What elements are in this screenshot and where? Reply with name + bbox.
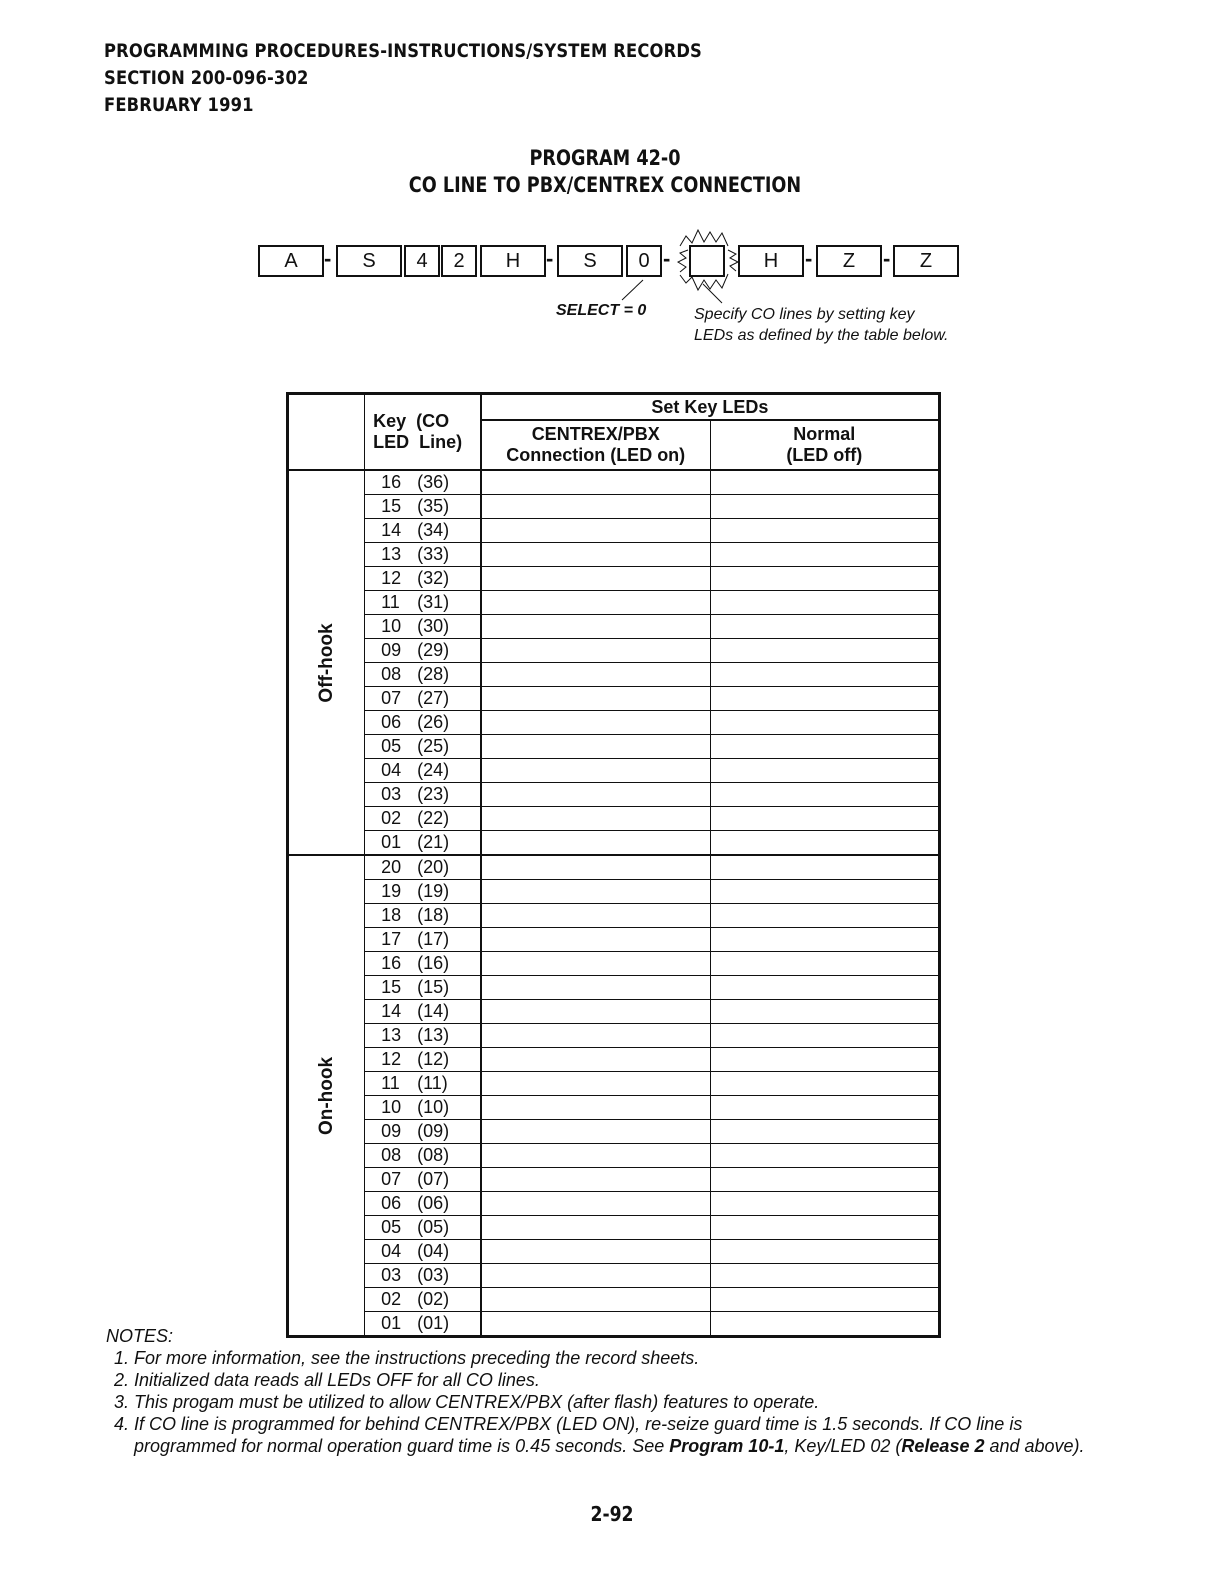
key-led-cell xyxy=(365,952,481,976)
key-led-number: 11 xyxy=(381,1073,400,1093)
centrex-entry-cell[interactable] xyxy=(481,1072,710,1096)
table-row xyxy=(288,495,940,519)
normal-header-line-2: (LED off) xyxy=(786,445,863,465)
centrex-entry-cell[interactable] xyxy=(481,928,710,952)
key-led-number: 15 xyxy=(381,496,402,516)
key-led-number: 20 xyxy=(381,857,402,877)
key-led-number: 08 xyxy=(381,664,402,684)
co-line-number: (05) xyxy=(417,1217,450,1237)
key-led-number: 05 xyxy=(381,736,402,756)
key-led-cell xyxy=(365,1288,481,1312)
header-line-3: FEBRUARY 1991 xyxy=(104,94,254,116)
table-row xyxy=(288,567,940,591)
key-led-number: 13 xyxy=(381,544,402,564)
key-led-cell xyxy=(365,1144,481,1168)
co-line-number: (13) xyxy=(417,1025,450,1045)
centrex-entry-cell[interactable] xyxy=(481,1288,710,1312)
key-led-cell xyxy=(365,591,481,615)
key-led-number: 01 xyxy=(381,832,402,852)
normal-entry-cell[interactable] xyxy=(710,976,939,1000)
key-led-cell xyxy=(365,543,481,567)
key-led-cell xyxy=(365,904,481,928)
co-line-number: (12) xyxy=(417,1049,450,1069)
centrex-entry-cell[interactable] xyxy=(481,1096,710,1120)
note-item xyxy=(134,1413,1106,1457)
co-line-number: (02) xyxy=(417,1289,450,1309)
key-led-number: 02 xyxy=(381,1289,402,1309)
normal-entry-cell[interactable] xyxy=(710,855,939,880)
key-led-number: 16 xyxy=(381,472,402,492)
key-led-cell xyxy=(365,663,481,687)
co-line-number: (36) xyxy=(417,472,450,492)
note-4-release-ref: Release 2 xyxy=(901,1436,985,1456)
note-item: 2. Initialized data reads all LEDs OFF for all CO lines. xyxy=(134,1369,1106,1391)
centrex-entry-cell[interactable] xyxy=(481,687,710,711)
key-led-number: 04 xyxy=(381,1241,402,1261)
co-line-number: (11) xyxy=(417,1073,448,1093)
normal-entry-cell[interactable] xyxy=(710,1288,939,1312)
centrex-entry-cell[interactable] xyxy=(481,880,710,904)
table-row xyxy=(288,1072,940,1096)
co-line-number: (22) xyxy=(417,808,450,828)
co-line-number: (03) xyxy=(417,1265,450,1285)
key-led-cell xyxy=(365,519,481,543)
key-led-cell xyxy=(365,495,481,519)
table-row xyxy=(288,519,940,543)
select-annotation: SELECT = 0 xyxy=(556,302,647,319)
key-led-cell xyxy=(365,567,481,591)
note-4-text-2: , Key/LED 02 ( xyxy=(784,1436,902,1456)
key-led-cell xyxy=(365,976,481,1000)
key-led-cell xyxy=(365,711,481,735)
co-line-number: (20) xyxy=(417,857,450,877)
normal-entry-cell[interactable] xyxy=(710,759,939,783)
co-line-number: (32) xyxy=(417,568,450,588)
normal-entry-cell[interactable] xyxy=(710,928,939,952)
header-line-1: PROGRAMMING PROCEDURES-INSTRUCTIONS/SYSTEM RECORDS xyxy=(104,40,703,62)
led-record-table xyxy=(286,392,941,1338)
key-led-number: 08 xyxy=(381,1145,402,1165)
normal-entry-cell[interactable] xyxy=(710,831,939,856)
seq-box-1: A xyxy=(258,245,324,277)
normal-entry-cell[interactable] xyxy=(710,1096,939,1120)
co-line-number: (34) xyxy=(417,520,450,540)
centrex-entry-cell[interactable] xyxy=(481,1216,710,1240)
seq-box-4: 2 xyxy=(441,245,477,277)
key-led-cell xyxy=(365,470,481,495)
co-line-number: (04) xyxy=(417,1241,450,1261)
centrex-entry-cell[interactable] xyxy=(481,1048,710,1072)
key-led-cell xyxy=(365,1216,481,1240)
normal-entry-cell[interactable] xyxy=(710,519,939,543)
co-line-number: (25) xyxy=(417,736,450,756)
table-row xyxy=(288,663,940,687)
key-led-number: 04 xyxy=(381,760,402,780)
key-led-cell xyxy=(365,1024,481,1048)
offhook-section xyxy=(288,470,940,855)
table-row xyxy=(288,615,940,639)
table-row xyxy=(288,1024,940,1048)
centrex-entry-cell[interactable] xyxy=(481,952,710,976)
key-led-number: 09 xyxy=(381,640,402,660)
centrex-entry-cell[interactable] xyxy=(481,567,710,591)
centrex-entry-cell[interactable] xyxy=(481,735,710,759)
table-row xyxy=(288,928,940,952)
header-line-2: SECTION 200-096-302 xyxy=(104,67,309,89)
table-row xyxy=(288,831,940,856)
key-led-cell xyxy=(365,759,481,783)
co-line-number: (14) xyxy=(417,1001,450,1021)
notes-heading: NOTES: xyxy=(106,1326,174,1346)
co-line-number: (27) xyxy=(417,688,450,708)
key-led-header xyxy=(365,394,481,471)
key-led-cell xyxy=(365,1168,481,1192)
table-row xyxy=(288,855,940,880)
offhook-group-label: Off-hook xyxy=(315,622,337,703)
table-row xyxy=(288,1216,940,1240)
notes xyxy=(106,1325,1106,1457)
key-led-cell xyxy=(365,783,481,807)
table-row xyxy=(288,880,940,904)
table-row xyxy=(288,759,940,783)
set-key-leds-header: Set Key LEDs xyxy=(481,394,940,421)
note-4-text-3: and above). xyxy=(984,1436,1085,1456)
co-line-number: (21) xyxy=(417,832,450,852)
centrex-entry-cell[interactable] xyxy=(481,807,710,831)
co-line-number: (35) xyxy=(417,496,450,516)
note-item: 3. This progam must be utilized to allow CENTREX/PBX (after flash) features to operate. xyxy=(134,1391,1106,1413)
table-row xyxy=(288,470,940,495)
select-pointer-line xyxy=(622,280,643,300)
centrex-entry-cell[interactable] xyxy=(481,543,710,567)
centrex-entry-cell[interactable] xyxy=(481,591,710,615)
co-line-number: (06) xyxy=(417,1193,450,1213)
normal-entry-cell[interactable] xyxy=(710,1144,939,1168)
centrex-entry-cell[interactable] xyxy=(481,615,710,639)
key-led-number: 18 xyxy=(381,905,402,925)
normal-entry-cell[interactable] xyxy=(710,952,939,976)
table-row xyxy=(288,591,940,615)
centrex-entry-cell[interactable] xyxy=(481,470,710,495)
key-led-cell xyxy=(365,1048,481,1072)
starburst-icon xyxy=(678,230,738,290)
key-led-cell xyxy=(365,735,481,759)
centrex-entry-cell[interactable] xyxy=(481,1168,710,1192)
centrex-header-line-2: Connection (LED on) xyxy=(506,445,686,465)
key-led-number: 01 xyxy=(381,1313,402,1333)
seq-box-7: 0 xyxy=(626,245,662,277)
centrex-entry-cell[interactable] xyxy=(481,495,710,519)
co-line-number: (28) xyxy=(417,664,450,684)
table-row xyxy=(288,1240,940,1264)
key-header-line-1: Key (CO xyxy=(373,411,450,431)
key-led-cell xyxy=(365,855,481,880)
centrex-entry-cell[interactable] xyxy=(481,976,710,1000)
key-led-cell xyxy=(365,687,481,711)
table-row xyxy=(288,735,940,759)
normal-entry-cell[interactable] xyxy=(710,591,939,615)
table-row xyxy=(288,1096,940,1120)
centrex-header-line-1: CENTREX/PBX xyxy=(531,424,660,444)
table-row xyxy=(288,952,940,976)
key-led-cell xyxy=(365,1072,481,1096)
onhook-section xyxy=(288,855,940,1337)
key-led-number: 11 xyxy=(381,592,400,612)
key-led-cell xyxy=(365,639,481,663)
normal-entry-cell[interactable] xyxy=(710,1192,939,1216)
normal-entry-cell[interactable] xyxy=(710,543,939,567)
co-line-number: (17) xyxy=(417,929,450,949)
co-line-number: (16) xyxy=(417,953,450,973)
centrex-entry-cell[interactable] xyxy=(481,639,710,663)
co-line-number: (08) xyxy=(417,1145,450,1165)
co-line-number: (09) xyxy=(417,1121,450,1141)
key-led-cell xyxy=(365,880,481,904)
table-row xyxy=(288,711,940,735)
key-led-number: 17 xyxy=(381,929,402,949)
seq-dash: - xyxy=(324,246,332,271)
table-row xyxy=(288,1048,940,1072)
seq-dash: - xyxy=(663,246,671,271)
group-header-cell xyxy=(288,394,365,471)
page-number: 2-92 xyxy=(590,1502,634,1526)
key-led-number: 06 xyxy=(381,712,402,732)
seq-box-3: 4 xyxy=(404,245,440,277)
normal-entry-cell[interactable] xyxy=(710,1024,939,1048)
centrex-entry-cell[interactable] xyxy=(481,1192,710,1216)
normal-entry-cell[interactable] xyxy=(710,639,939,663)
table-row xyxy=(288,1168,940,1192)
note-item: 1. For more information, see the instructions preceding the record sheets. xyxy=(134,1347,1106,1369)
notes-list xyxy=(106,1347,1106,1457)
centrex-entry-cell[interactable] xyxy=(481,1120,710,1144)
centrex-entry-cell[interactable] xyxy=(481,783,710,807)
key-led-number: 15 xyxy=(381,977,402,997)
specify-annotation: Specify CO lines by setting key LEDs as defined by the table below. xyxy=(694,306,949,344)
key-led-cell xyxy=(365,928,481,952)
onhook-group-label: On-hook xyxy=(315,1056,337,1135)
sequence-pointer-graphics xyxy=(0,0,1224,400)
specify-pointer-line xyxy=(703,284,722,303)
key-led-cell xyxy=(365,1192,481,1216)
centrex-entry-cell[interactable] xyxy=(481,1000,710,1024)
normal-entry-cell[interactable] xyxy=(710,880,939,904)
table-row xyxy=(288,1264,940,1288)
normal-entry-cell[interactable] xyxy=(710,735,939,759)
key-led-cell xyxy=(365,1240,481,1264)
co-line-number: (30) xyxy=(417,616,450,636)
key-led-number: 12 xyxy=(381,568,402,588)
seq-box-5: H xyxy=(480,245,546,277)
key-led-number: 07 xyxy=(381,1169,402,1189)
note-4-text: If CO line is programmed for behind CENTREX/PBX (LED ON), re-seize guard time is 1.5 seconds. If CO line is programmed for normal operation guard time is 0.45 seconds. See xyxy=(134,1414,1023,1456)
centrex-entry-cell[interactable] xyxy=(481,831,710,856)
key-led-number: 12 xyxy=(381,1049,402,1069)
normal-entry-cell[interactable] xyxy=(710,1120,939,1144)
normal-entry-cell[interactable] xyxy=(710,663,939,687)
key-led-number: 19 xyxy=(381,881,402,901)
seq-box-8: H xyxy=(738,245,804,277)
normal-entry-cell[interactable] xyxy=(710,1240,939,1264)
title-line-2: CO LINE TO PBX/CENTREX CONNECTION xyxy=(408,173,802,197)
co-line-number: (26) xyxy=(417,712,450,732)
table-row xyxy=(288,543,940,567)
centrex-column-header xyxy=(481,420,710,470)
key-header-line-2: LED Line) xyxy=(373,432,463,452)
normal-entry-cell[interactable] xyxy=(710,1216,939,1240)
centrex-entry-cell[interactable] xyxy=(481,1024,710,1048)
key-led-cell xyxy=(365,1000,481,1024)
key-led-number: 10 xyxy=(381,616,402,636)
key-led-number: 03 xyxy=(381,784,402,804)
key-led-cell xyxy=(365,831,481,856)
offhook-group-cell xyxy=(288,470,365,855)
normal-entry-cell[interactable] xyxy=(710,495,939,519)
table-row xyxy=(288,1144,940,1168)
table-row xyxy=(288,687,940,711)
key-led-cell xyxy=(365,1096,481,1120)
table-row xyxy=(288,976,940,1000)
seq-box-9: Z xyxy=(816,245,882,277)
key-led-number: 09 xyxy=(381,1121,402,1141)
normal-entry-cell[interactable] xyxy=(710,470,939,495)
table-row xyxy=(288,1288,940,1312)
normal-entry-cell[interactable] xyxy=(710,1072,939,1096)
centrex-entry-cell[interactable] xyxy=(481,663,710,687)
key-led-number: 13 xyxy=(381,1025,402,1045)
key-led-number: 10 xyxy=(381,1097,402,1117)
centrex-entry-cell[interactable] xyxy=(481,1144,710,1168)
co-line-number: (29) xyxy=(417,640,450,660)
centrex-entry-cell[interactable] xyxy=(481,855,710,880)
key-led-number: 16 xyxy=(381,953,402,973)
centrex-entry-cell[interactable] xyxy=(481,1240,710,1264)
co-line-number: (23) xyxy=(417,784,450,804)
seq-box-6: S xyxy=(557,245,623,277)
seq-box-2: S xyxy=(336,245,402,277)
normal-entry-cell[interactable] xyxy=(710,615,939,639)
key-led-cell xyxy=(365,615,481,639)
seq-dash: - xyxy=(805,246,813,271)
table-row xyxy=(288,639,940,663)
key-led-cell xyxy=(365,807,481,831)
normal-entry-cell[interactable] xyxy=(710,1264,939,1288)
seq-dash: - xyxy=(546,246,554,271)
co-line-number: (18) xyxy=(417,905,450,925)
centrex-entry-cell[interactable] xyxy=(481,904,710,928)
note-4-program-ref: Program 10-1 xyxy=(669,1436,785,1456)
table-row xyxy=(288,1000,940,1024)
co-line-number: (31) xyxy=(417,592,450,612)
normal-entry-cell[interactable] xyxy=(710,904,939,928)
key-led-number: 03 xyxy=(381,1265,402,1285)
normal-entry-cell[interactable] xyxy=(710,1048,939,1072)
normal-entry-cell[interactable] xyxy=(710,711,939,735)
key-led-number: 14 xyxy=(381,520,402,540)
normal-entry-cell[interactable] xyxy=(710,1168,939,1192)
table-row xyxy=(288,904,940,928)
normal-entry-cell[interactable] xyxy=(710,567,939,591)
co-line-number: (15) xyxy=(417,977,450,997)
table-row xyxy=(288,807,940,831)
centrex-entry-cell[interactable] xyxy=(481,1264,710,1288)
co-line-number: (10) xyxy=(417,1097,450,1117)
co-line-number: (01) xyxy=(417,1313,450,1333)
co-line-number: (24) xyxy=(417,760,450,780)
normal-entry-cell[interactable] xyxy=(710,783,939,807)
centrex-entry-cell[interactable] xyxy=(481,759,710,783)
key-led-number: 06 xyxy=(381,1193,402,1213)
table-row xyxy=(288,1120,940,1144)
normal-column-header xyxy=(710,420,939,470)
normal-header-line-1: Normal xyxy=(793,424,856,444)
title-line-1: PROGRAM 42-0 xyxy=(529,146,681,170)
seq-box-10: Z xyxy=(893,245,959,277)
onhook-group-cell xyxy=(288,855,365,1337)
key-led-number: 14 xyxy=(381,1001,402,1021)
key-led-number: 07 xyxy=(381,688,402,708)
centrex-entry-cell[interactable] xyxy=(481,711,710,735)
key-led-cell xyxy=(365,1120,481,1144)
table-row xyxy=(288,1192,940,1216)
seq-dash: - xyxy=(883,246,891,271)
normal-entry-cell[interactable] xyxy=(710,807,939,831)
key-led-number: 05 xyxy=(381,1217,402,1237)
normal-entry-cell[interactable] xyxy=(710,1000,939,1024)
centrex-entry-cell[interactable] xyxy=(481,519,710,543)
key-led-number: 02 xyxy=(381,808,402,828)
normal-entry-cell[interactable] xyxy=(710,687,939,711)
co-line-number: (33) xyxy=(417,544,450,564)
co-line-number: (19) xyxy=(417,881,450,901)
key-led-cell xyxy=(365,1264,481,1288)
co-line-number: (07) xyxy=(417,1169,450,1189)
table-row xyxy=(288,783,940,807)
